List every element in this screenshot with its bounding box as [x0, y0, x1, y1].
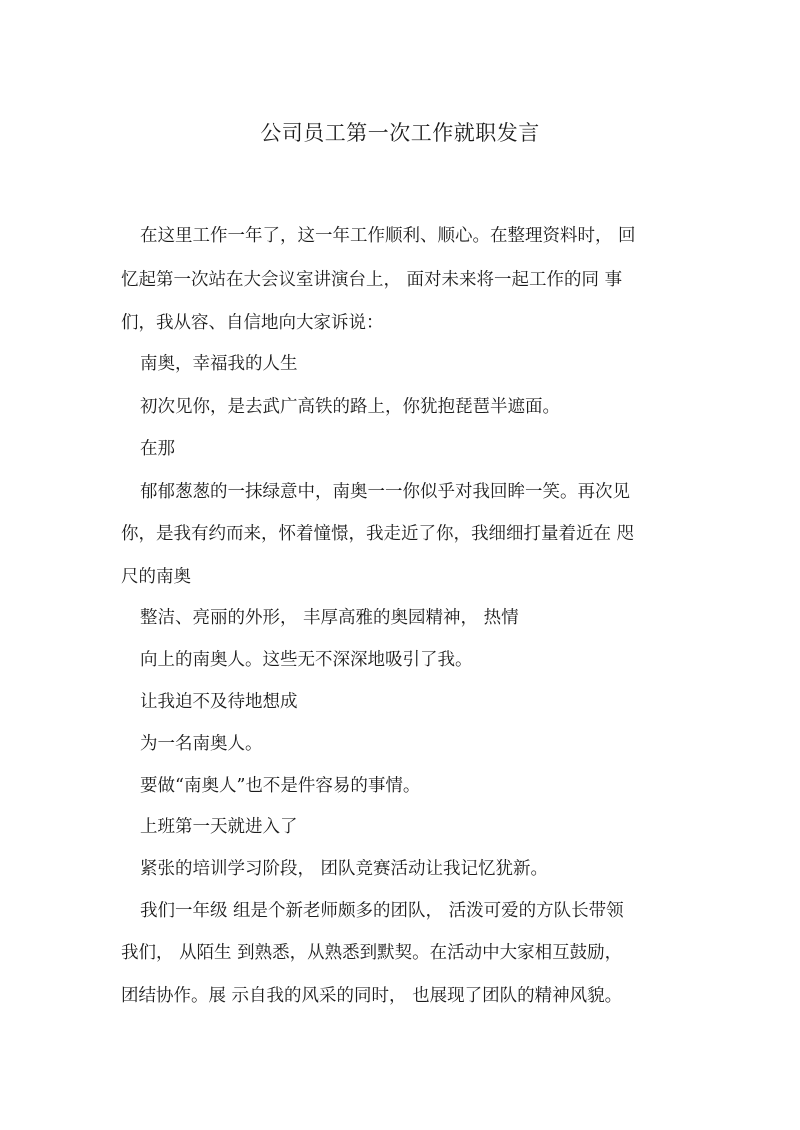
paragraph-line: 忆起第一次站在大会议室讲演台上， 面对未来将一起工作的同 事 [121, 270, 623, 290]
paragraph-line: 初次见你，是去武广高铁的路上，你犹抱琵琶半遮面。 [140, 397, 560, 417]
paragraph-line: 整洁、亮丽的外形， 丰厚高雅的奥园精神， 热情 [140, 608, 519, 628]
paragraph-line: 你，是我有约而来，怀着憧憬，我走近了你，我细细打量着近在 咫 [121, 524, 635, 544]
paragraph-line: 我们， 从陌生 到熟悉，从熟悉到默契。在活动中大家相互鼓励， [121, 943, 623, 963]
paragraph-line: 上班第一天就进入了 [140, 817, 298, 837]
document-title: 公司员工第一次工作就职发言 [260, 121, 540, 145]
paragraph-line: 要做“南奥人”也不是件容易的事情。 [140, 776, 421, 796]
paragraph-line: 紧张的培训学习阶段， 团队竞赛活动让我记忆犹新。 [140, 859, 549, 879]
paragraph-line: 在那 [140, 439, 175, 459]
paragraph-line: 在这里工作一年了，这一年工作顺利、顺心。在整理资料时， 回 [140, 226, 636, 246]
paragraph-line: 尺的南奥 [121, 567, 191, 587]
paragraph-line: 郁郁葱葱的一抹绿意中，南奥一一你似乎对我回眸一笑。再次见 [140, 482, 630, 502]
paragraph-line: 为一名南奥人。 [140, 734, 263, 754]
paragraph-line: 南奥，幸福我的人生 [140, 354, 298, 374]
paragraph-line: 让我迫不及待地想成 [140, 692, 298, 712]
paragraph-line: 们，我从容、自信地向大家诉说： [121, 313, 384, 333]
paragraph-line: 团结协作。展 示自我的风采的同时， 也展现了团队的精神风貌。 [121, 986, 623, 1006]
paragraph-line: 向上的南奥人。这些无不深深地吸引了我。 [140, 650, 473, 670]
paragraph-line: 我们一年级 组是个新老师颇多的团队， 活泼可爱的方队长带领 [140, 901, 624, 921]
